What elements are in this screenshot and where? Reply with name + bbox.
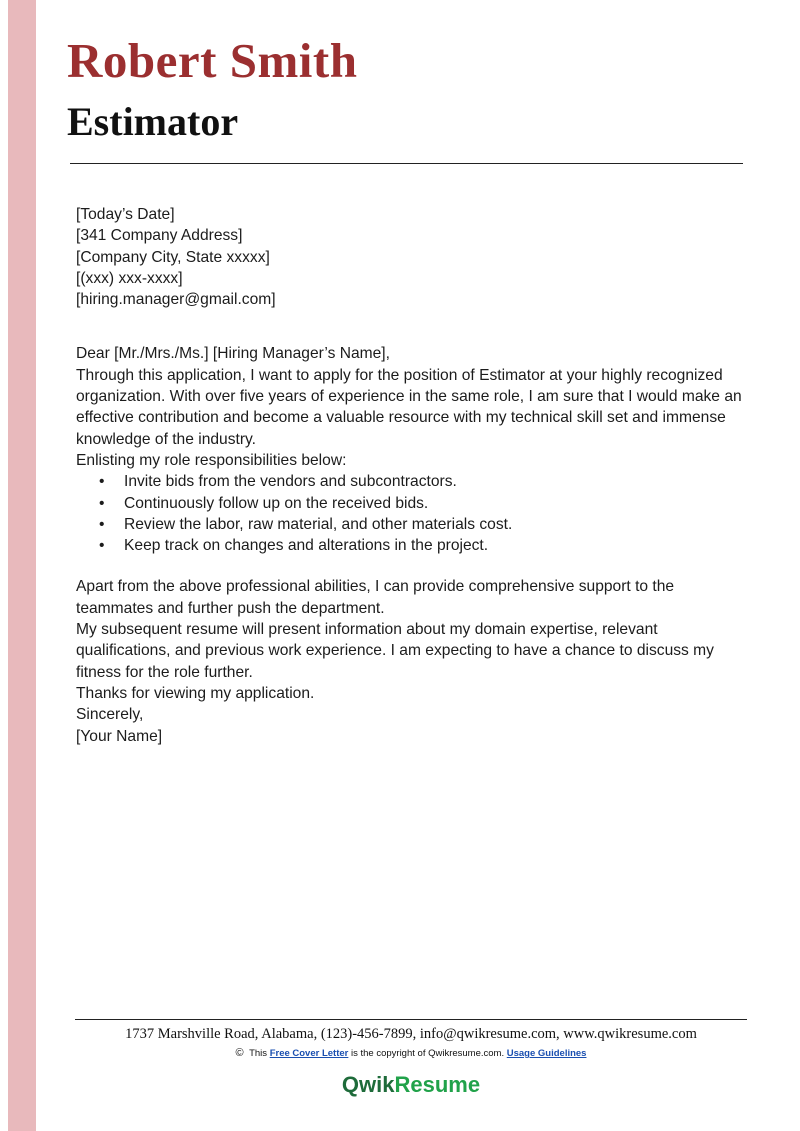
paragraph-resume: My subsequent resume will present information about my domain expertise, relevant qualifications, and previous work experience. I am expecting to have a chance to discuss my fitness for the role further.: [76, 621, 714, 681]
thanks-line: Thanks for viewing my application.: [76, 684, 315, 702]
paragraph-abilities: Apart from the above professional abilities, I can provide comprehensive support to the teammates and further push the department.: [76, 578, 675, 617]
usage-guidelines-link[interactable]: Usage Guidelines: [506, 1048, 587, 1059]
copyright-notice: [75, 1047, 747, 1059]
copyright-prefix: This: [249, 1048, 268, 1059]
letter-date: [Today’s Date]: [76, 206, 175, 223]
responsibilities-list: [76, 471, 746, 556]
logo-part-qwik: Qwik: [341, 1072, 395, 1097]
list-item: • Continuously follow up on the received bids.: [76, 493, 746, 514]
qwikresume-logo[interactable]: [75, 1072, 747, 1098]
list-intro: Enlisting my role responsibilities below:: [76, 451, 347, 469]
side-accent-bar: [8, 0, 36, 1131]
free-cover-letter-link[interactable]: Free Cover Letter: [269, 1048, 349, 1059]
copyright-icon: ©: [235, 1047, 244, 1059]
footer-contact: 1737 Marshville Road, Alabama, (123)-456-7899, info@qwikresume.com, www.qwikresume.com: [125, 1026, 697, 1042]
list-item: • Review the labor, raw material, and other materials cost.: [76, 514, 746, 535]
logo-part-resume: Resume: [394, 1072, 481, 1097]
address-line: [(xxx) xxx-xxxx]: [76, 269, 183, 287]
job-title: Estimator: [67, 99, 239, 144]
address-line: [341 Company Address]: [76, 227, 243, 245]
list-item: • Invite bids from the vendors and subcontractors.: [76, 471, 746, 492]
address-line: [Company City, State xxxxx]: [76, 248, 270, 266]
footer-divider: [75, 1019, 747, 1020]
list-item: • Keep track on changes and alterations in the project.: [76, 535, 746, 556]
paragraph-intro: Through this application, I want to apply for the position of Estimator at your highly recognized organization. With over five years of experience in the same role, I am sure that I would make an effective contribution and become a valuable resource with my technical skill set and immense knowledge of the industry.: [76, 366, 742, 448]
closing: Sincerely,: [76, 706, 144, 724]
candidate-name: Robert Smith: [67, 33, 358, 88]
recipient-address: [76, 225, 746, 310]
letter-body: [76, 204, 746, 747]
address-line: [hiring.manager@gmail.com]: [76, 291, 276, 309]
signature: [Your Name]: [76, 727, 163, 745]
salutation: Dear [Mr./Mrs./Ms.] [Hiring Manager’s Name],: [76, 345, 390, 363]
header-divider: [70, 163, 743, 164]
copyright-text: is the copyright of Qwikresume.com.: [351, 1048, 505, 1059]
